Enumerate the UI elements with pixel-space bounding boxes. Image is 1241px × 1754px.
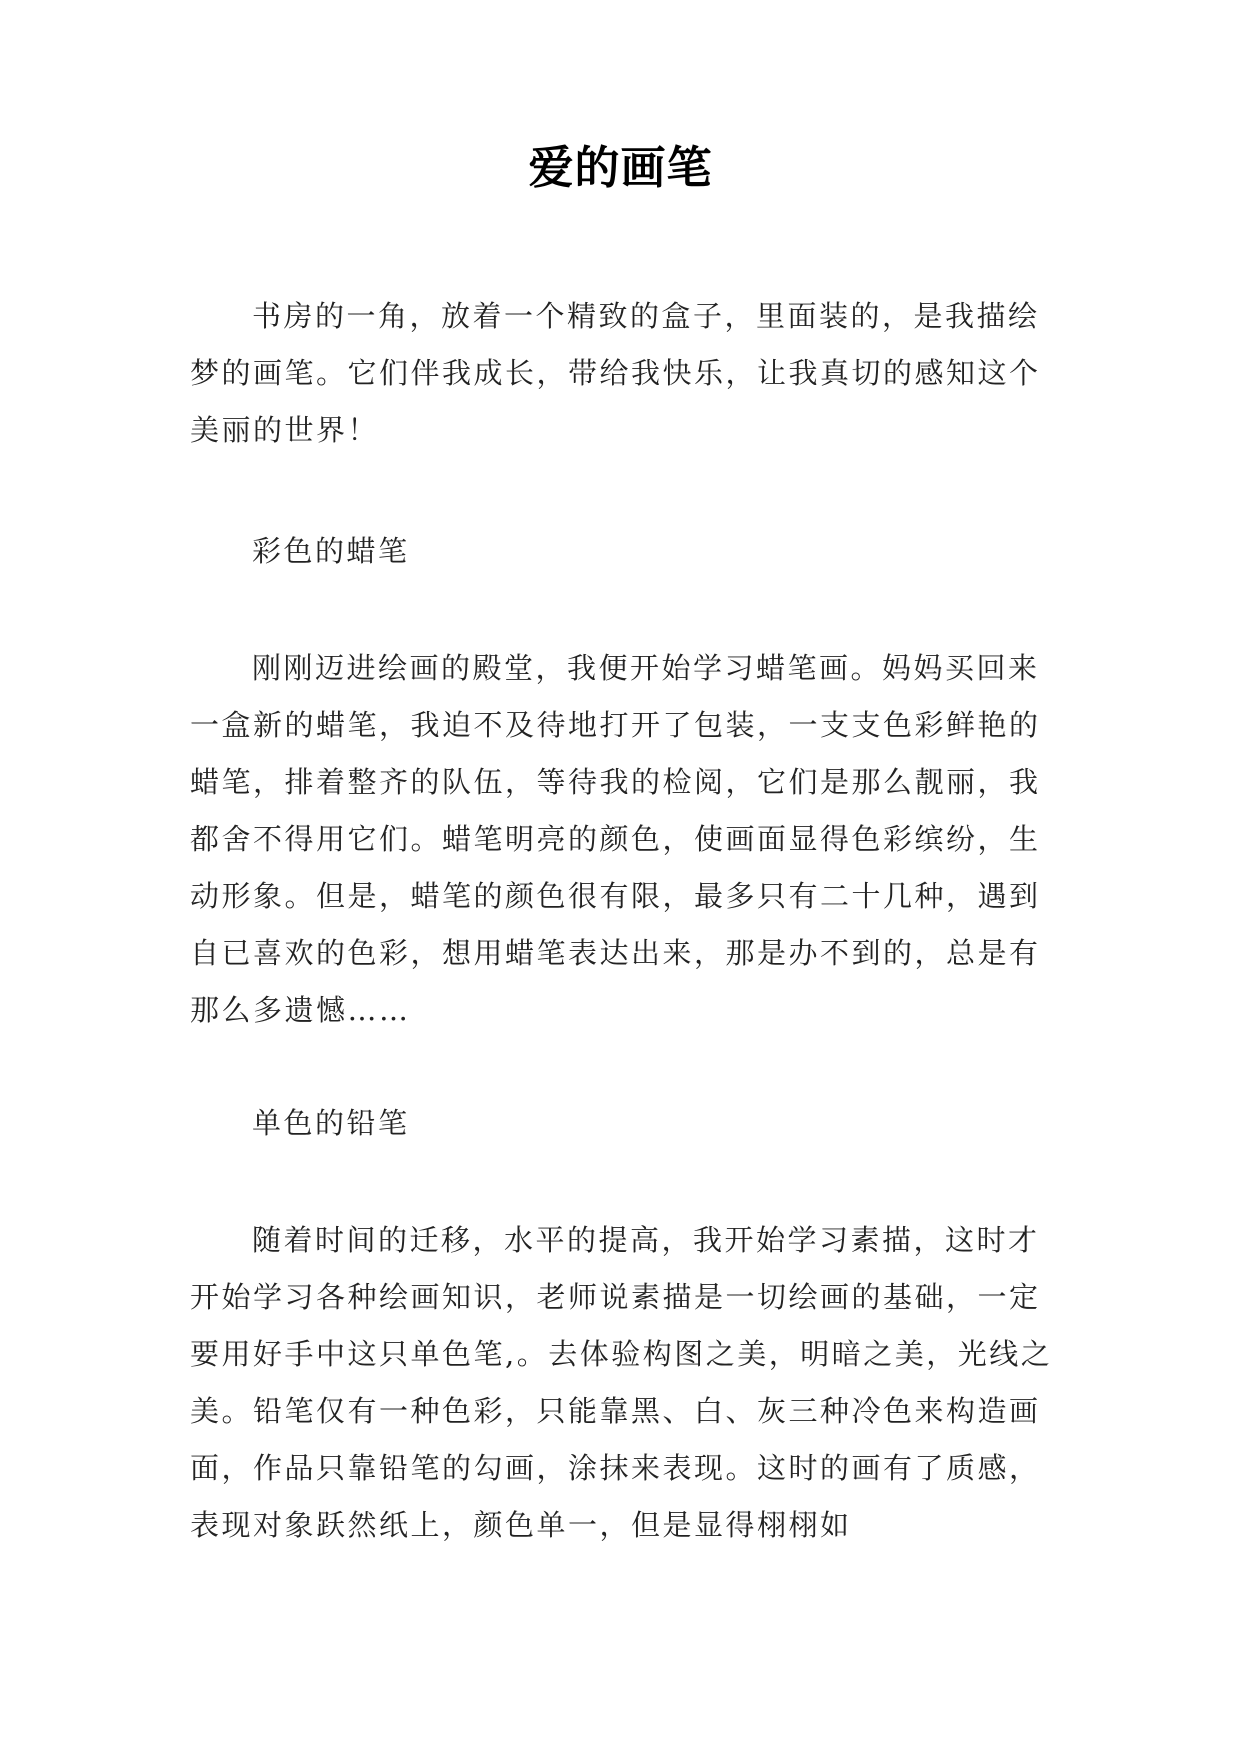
- section-heading-text: 单色的铅笔: [252, 1106, 410, 1140]
- paragraph-intro: [190, 288, 1065, 459]
- paragraph-text: 随着时间的迁移，水平的提高，我开始学习素描，这时才开始学习各种绘画知识，老师说素描是一切绘画的基础，一定要用好手中这只单色笔,。去体验构图之美，明暗之美，光线之美。铅笔仅有一种色彩，只能靠黑、白、灰三种冷色来构造画面，作品只靠铅笔的勾画，涂抹来表现。这时的画有了质感，表现对象跃然纸上，颜色单一，但是显得栩栩如: [190, 1223, 1053, 1542]
- paragraph-pencil: [190, 1212, 1065, 1554]
- paragraph-text: 刚刚迈进绘画的殿堂，我便开始学习蜡笔画。妈妈买回来一盒新的蜡笔，我迫不及待地打开了包装，一支支色彩鲜艳的蜡笔，排着整齐的队伍，等待我的检阅，它们是那么靓丽，我都舍不得用它们。蜡笔明亮的颜色，使画面显得色彩缤纷，生动形象。但是，蜡笔的颜色很有限，最多只有二十几种，遇到自已喜欢的色彩，想用蜡笔表达出来，那是办不到的，总是有那么多遗憾……: [190, 651, 1041, 1027]
- section-heading-crayon: [190, 523, 1065, 580]
- section-heading-pencil: [190, 1095, 1065, 1152]
- section-heading-text: 彩色的蜡笔: [252, 534, 410, 568]
- paragraph-crayon: [190, 640, 1065, 1039]
- paragraph-text: 书房的一角，放着一个精致的盒子，里面装的，是我描绘梦的画笔。它们伴我成长，带给我快乐，让我真切的感知这个美丽的世界！: [190, 299, 1041, 447]
- page-title: 爱的画笔: [528, 141, 713, 194]
